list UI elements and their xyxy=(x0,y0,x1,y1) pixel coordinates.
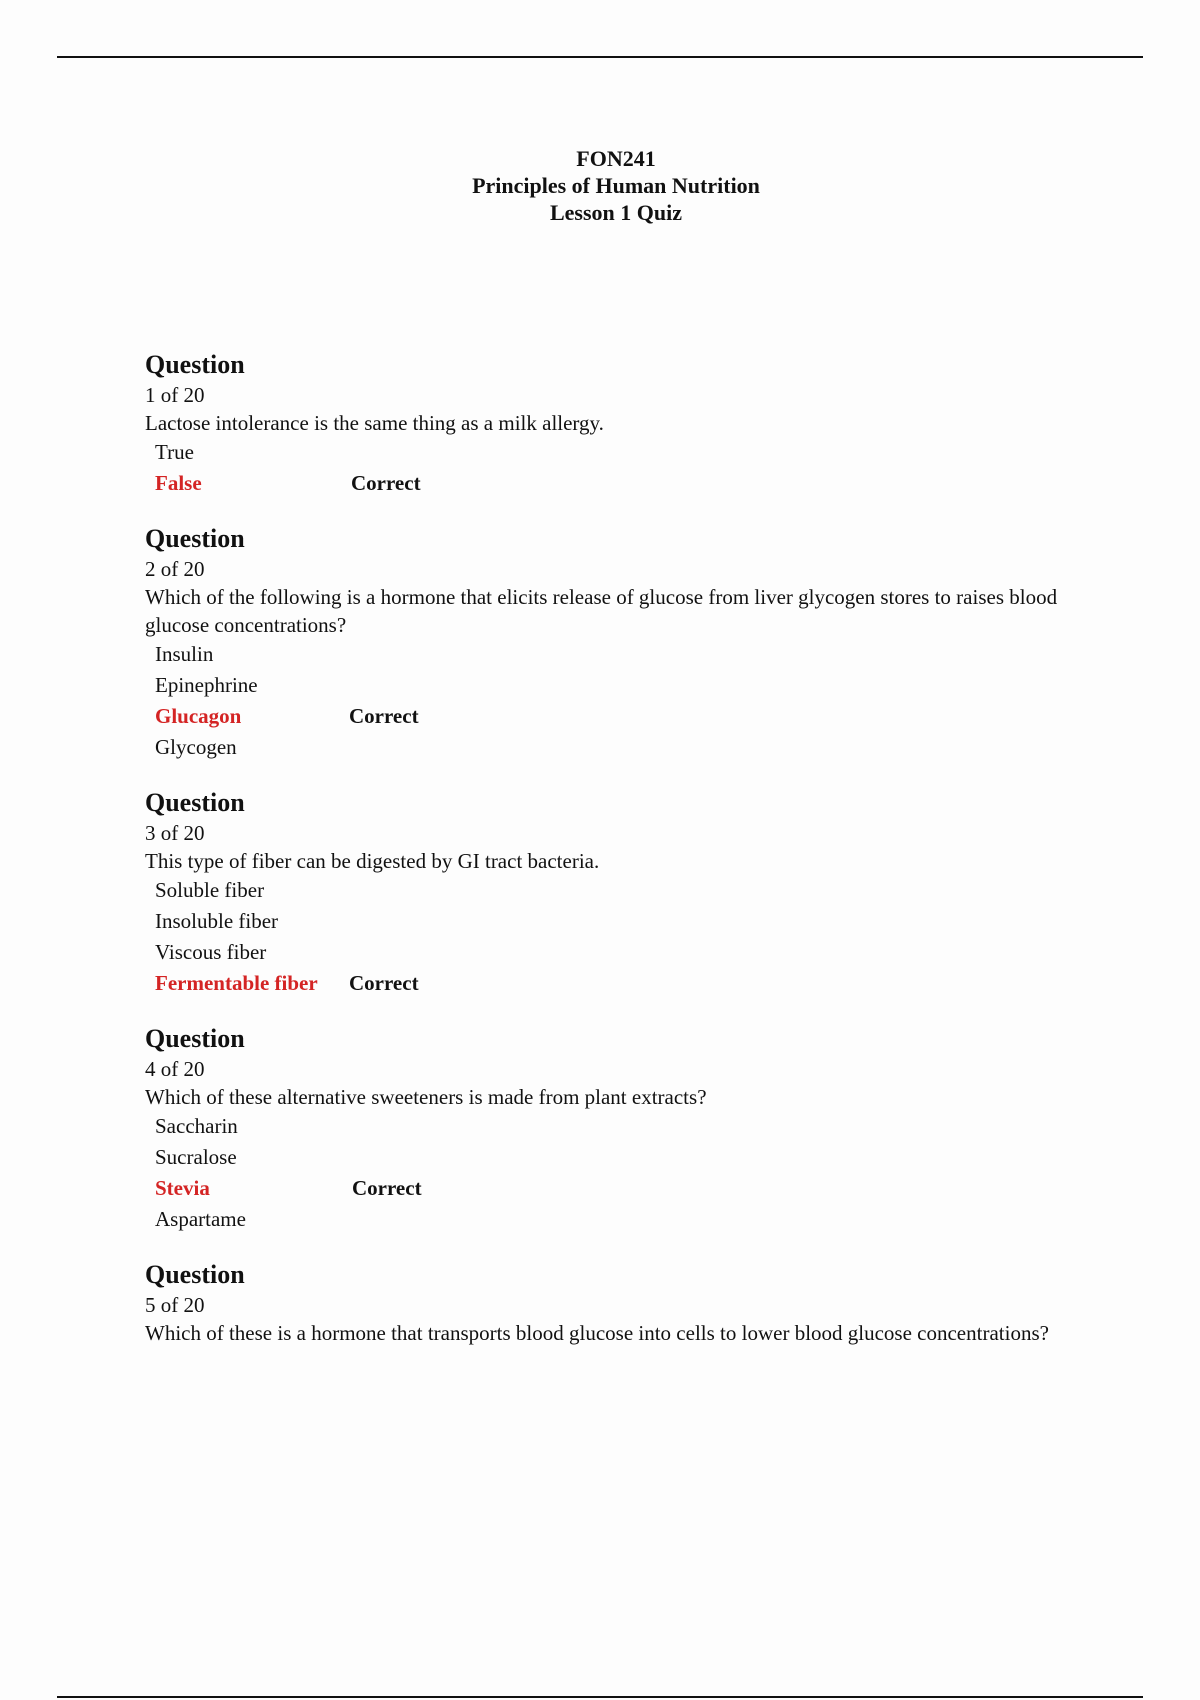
answer-option-label: Insulin xyxy=(155,642,214,666)
answer-option xyxy=(155,937,1095,968)
answer-option-selected xyxy=(155,468,1095,499)
answer-option-label: Glycogen xyxy=(155,735,237,759)
question-number: 1 of 20 xyxy=(145,383,205,407)
answer-option-selected xyxy=(155,968,1095,999)
question-text: Which of these is a hormone that transports blood glucose into cells to lower blood glucose concentrations? xyxy=(145,1321,1049,1345)
answer-options xyxy=(155,1111,1095,1235)
question-block xyxy=(145,1022,1095,1235)
bottom-rule xyxy=(57,1696,1143,1698)
top-rule xyxy=(57,56,1143,58)
answer-option xyxy=(155,437,1095,468)
question-number: 3 of 20 xyxy=(145,821,205,845)
quiz-title: Lesson 1 Quiz xyxy=(549,200,683,225)
answer-option-label: Aspartame xyxy=(155,1207,246,1231)
correct-indicator: Correct xyxy=(349,971,419,995)
question-heading: Question xyxy=(145,1260,245,1289)
question-list xyxy=(145,348,1095,1370)
course-code: FON241 xyxy=(576,146,656,171)
course-title: Principles of Human Nutrition xyxy=(472,173,760,198)
correct-indicator: Correct xyxy=(349,704,419,728)
question-heading: Question xyxy=(145,1024,245,1053)
answer-option-label: Epinephrine xyxy=(155,673,258,697)
answer-option xyxy=(155,639,1095,670)
question-block xyxy=(145,348,1095,499)
question-text: This type of fiber can be digested by GI tract bacteria. xyxy=(145,849,600,873)
question-block xyxy=(145,522,1095,763)
answer-option-selected xyxy=(155,701,1095,732)
answer-option-label: Glucagon xyxy=(155,704,242,728)
question-block xyxy=(145,786,1095,999)
answer-option xyxy=(155,670,1095,701)
correct-indicator: Correct xyxy=(352,1176,422,1200)
answer-option-label: Viscous fiber xyxy=(155,940,267,964)
answer-option-selected xyxy=(155,1173,1095,1204)
answer-option xyxy=(155,875,1095,906)
question-number: 4 of 20 xyxy=(145,1057,205,1081)
answer-option-label: Soluble fiber xyxy=(155,878,265,902)
question-block xyxy=(145,1258,1095,1347)
answer-option xyxy=(155,1142,1095,1173)
question-text: Lactose intolerance is the same thing as a milk allergy. xyxy=(145,411,604,435)
correct-indicator: Correct xyxy=(351,471,421,495)
answer-option-label: Stevia xyxy=(155,1176,210,1200)
answer-option-label: True xyxy=(155,440,194,464)
answer-option xyxy=(155,906,1095,937)
question-heading: Question xyxy=(145,788,245,817)
answer-option-label: Fermentable fiber xyxy=(155,971,318,995)
answer-option xyxy=(155,732,1095,763)
answer-options xyxy=(155,639,1095,763)
document-header xyxy=(0,145,1200,226)
answer-option-label: Sucralose xyxy=(155,1145,237,1169)
question-heading: Question xyxy=(145,524,245,553)
answer-option-label: Saccharin xyxy=(155,1114,238,1138)
question-text: Which of these alternative sweeteners is made from plant extracts? xyxy=(145,1085,707,1109)
question-heading: Question xyxy=(145,350,245,379)
answer-options xyxy=(155,875,1095,999)
answer-option xyxy=(155,1204,1095,1235)
answer-option xyxy=(155,1111,1095,1142)
answer-option-label: False xyxy=(155,471,202,495)
question-number: 5 of 20 xyxy=(145,1293,205,1317)
question-text: Which of the following is a hormone that elicits release of glucose from liver glycogen stores to raises blood glucose concentrations? xyxy=(145,585,1058,637)
question-number: 2 of 20 xyxy=(145,557,205,581)
answer-options xyxy=(155,437,1095,499)
answer-option-label: Insoluble fiber xyxy=(155,909,279,933)
